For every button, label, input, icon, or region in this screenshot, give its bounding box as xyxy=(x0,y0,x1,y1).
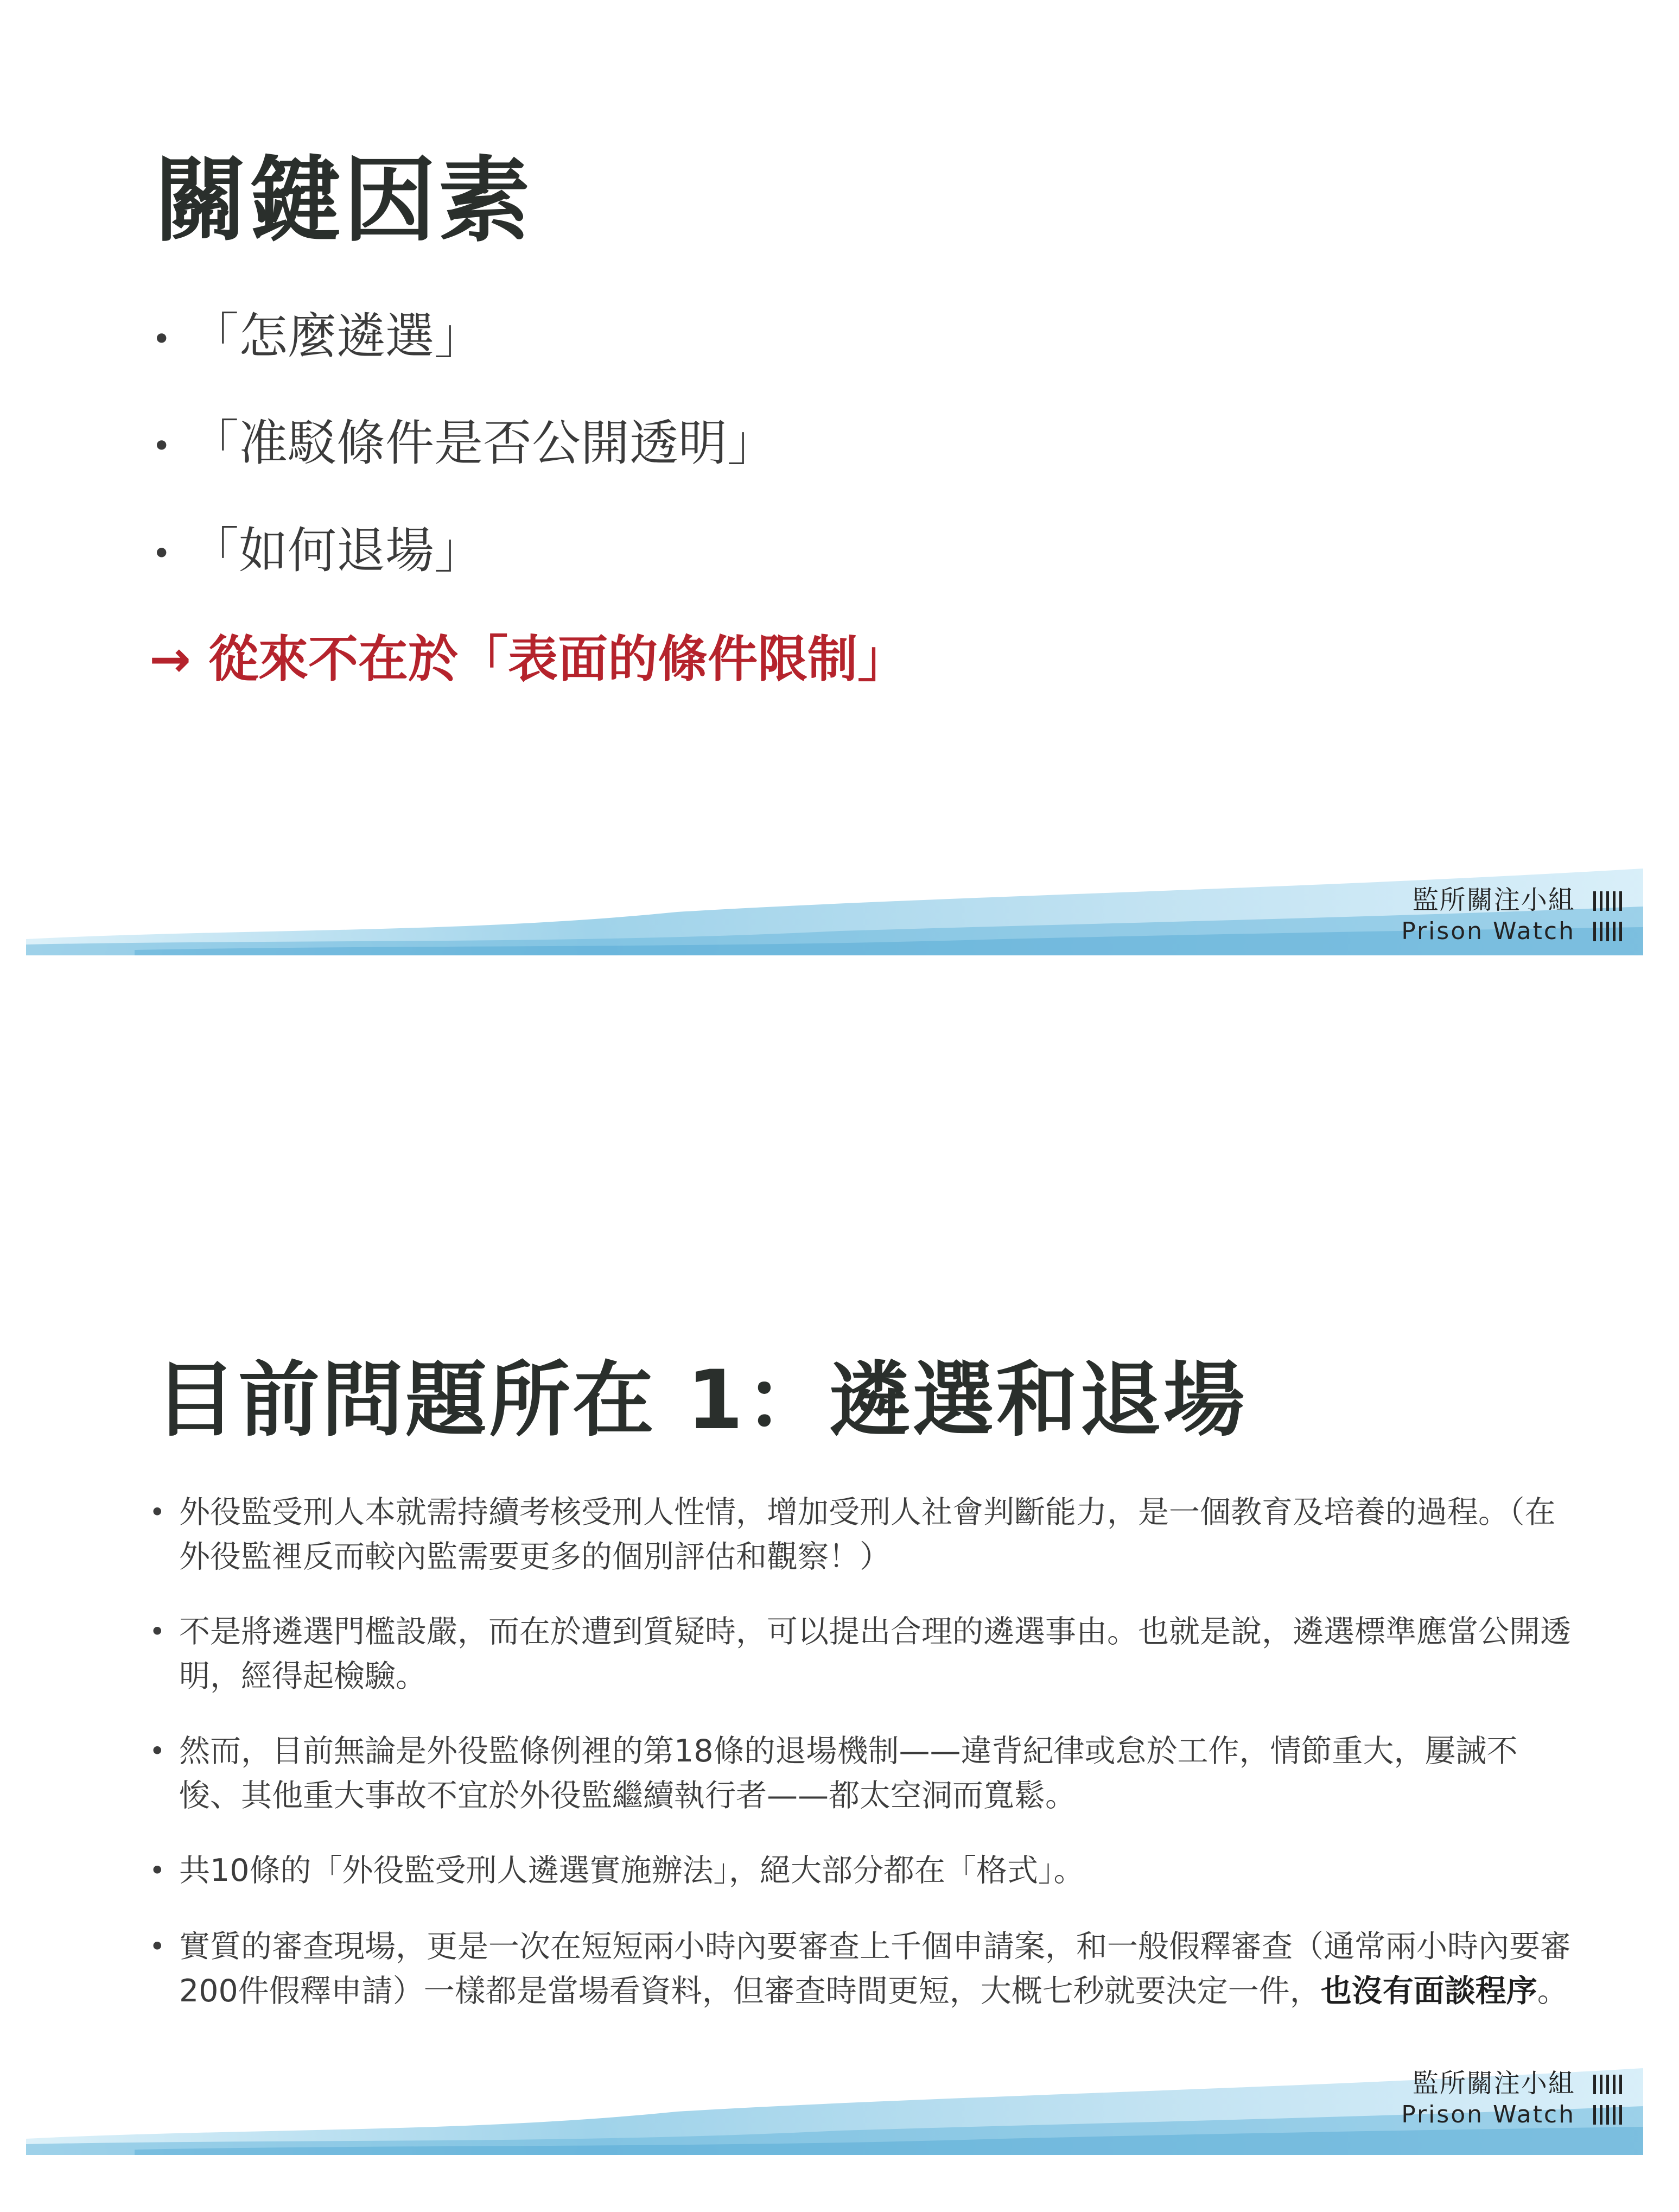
logo-english-name xyxy=(1401,916,1625,947)
bullet-item xyxy=(149,1729,1571,1818)
bullet-dot: • xyxy=(149,1735,166,1767)
logo-bars-icon xyxy=(1592,920,1625,941)
logo-chinese-name xyxy=(1413,885,1625,915)
logo-en-text: Prison Watch xyxy=(1401,917,1575,945)
logo-chinese-name xyxy=(1413,2068,1625,2099)
slide-title: 目前問題所在 1：遴選和退場 xyxy=(155,1353,1247,1448)
bullet-text: 「准駁條件是否公開透明」 xyxy=(190,415,776,472)
bullet-text: 「怎麼遴選」 xyxy=(190,308,483,365)
logo-bars-icon xyxy=(1592,2103,1625,2125)
bullet-dot: • xyxy=(152,535,171,573)
conclusion-text: → 從來不在於「表面的條件限制」 xyxy=(149,630,908,688)
bullet-item xyxy=(152,414,776,476)
bullet-dot: • xyxy=(149,1497,166,1528)
logo-cn-text: 監所關注小組 xyxy=(1412,885,1575,915)
bullet-text: 外役監受刑人本就需持續考核受刑人性情，增加受刑人社會判斷能力，是一個教育及培養的過程。（在外役監裡反而較內監需要更多的個別評估和觀察！） xyxy=(179,1494,1556,1575)
bullet-dot: • xyxy=(152,320,171,359)
bullet-dot: • xyxy=(152,427,171,466)
bullet-dot: • xyxy=(149,1855,166,1886)
bullet-text: 共10條的「外役監受刑人遴選實施辦法」，絕大部分都在「格式」。 xyxy=(179,1853,1085,1888)
logo-english-name xyxy=(1401,2100,1625,2130)
logo-bars-icon xyxy=(1592,2072,1625,2094)
bullet-text: 不是將遴選門檻設嚴，而在於遭到質疑時，可以提出合理的遴選事由。也就是說，遴選標準應當公開透明，經得起檢驗。 xyxy=(179,1614,1571,1694)
bullet-end-text: 。 xyxy=(1537,1973,1568,2009)
bullet-item xyxy=(152,521,483,584)
bullet-item xyxy=(149,1609,1571,1698)
bullet-item xyxy=(149,1924,1571,2013)
bullet-item xyxy=(152,307,483,369)
bullet-dot: • xyxy=(149,1931,166,1962)
bullet-text: 然而，目前無論是外役監條例裡的第18條的退場機制——違背紀律或怠於工作，情節重大，屢誡不悛、其他重大事故不宜於外役監繼續執行者——都太空洞而寬鬆。 xyxy=(179,1733,1518,1814)
logo-bars-icon xyxy=(1592,889,1625,911)
logo-en-text: Prison Watch xyxy=(1401,2101,1575,2128)
bullet-main-text: 實質的審查現場，更是一次在短短兩小時內要審查上千個申請案，和一般假釋審查（通常兩小時內要審200件假釋申請）一樣都是當場看資料，但審查時間更短，大概七秒就要決定一件， xyxy=(179,1929,1571,2009)
bullet-dot: • xyxy=(149,1616,166,1647)
bullet-text xyxy=(179,1924,1571,2013)
slide-current-problems xyxy=(0,1189,1679,2212)
bullet-item xyxy=(149,1848,1571,1893)
bullet-text: 「如何退場」 xyxy=(190,522,483,579)
watercolor-band xyxy=(26,2063,1643,2155)
watercolor-band xyxy=(26,863,1643,955)
logo-cn-text: 監所關注小組 xyxy=(1412,2068,1575,2099)
slide-key-factors xyxy=(0,0,1679,1031)
emphasis-text: 也沒有面談程序 xyxy=(1320,1973,1537,2009)
slide-title: 關鍵因素 xyxy=(155,147,533,255)
bullet-item xyxy=(149,1490,1571,1579)
